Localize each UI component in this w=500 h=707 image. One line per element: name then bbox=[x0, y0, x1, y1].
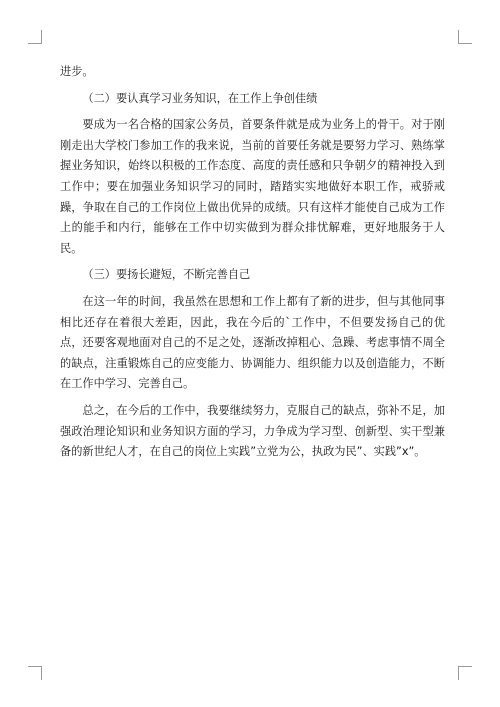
crop-mark-bottom-left bbox=[28, 666, 42, 680]
crop-mark-bottom-right bbox=[458, 666, 472, 680]
document-body bbox=[60, 62, 445, 463]
crop-mark-top-right bbox=[458, 30, 472, 44]
section-heading-3: （三）要扬长避短，不断完善自己 bbox=[82, 268, 251, 282]
paragraph-3: 在这一年的时间，我虽然在思想和工作上都有了新的进步，但与其他同事相比还存在着很大差距，因此，我在今后的`工作中，不但要发扬自己的优点，还要客观地面对自己的不足之处，逐渐改掉粗心、急躁、考虑事情不周全的缺点，注重锻炼自己的应变能力、协调能力、组织能力以及创造能力，不断在工作中学习、完善自己。 bbox=[60, 294, 445, 391]
paragraph-continuation: 进步。 bbox=[60, 65, 94, 78]
section-heading-2: （二）要认真学习业务知识，在工作上争创佳绩 bbox=[82, 91, 318, 105]
paragraph-2: 要成为一名合格的国家公务员，首要条件就是成为业务上的骨干。对于刚刚走出大学校门参加工作的我来说，当前的首要任务就是要努力学习、熟练掌握业务知识，始终以积极的工作态度、高度的责任感和只争朝夕的精神投入到工作中；要在加强业务知识学习的同时，踏踏实实地做好本职工作，戒骄戒躁，争取在自己的工作岗位上做出优异的成绩。只有这样才能使自己成为工作上的能手和内行，能够在工作中切实做到为群众排忧解难，更好地服务于人民。 bbox=[60, 118, 445, 255]
paragraph-4: 总之，在今后的工作中，我要继续努力，克服自己的缺点，弥补不足，加强政治理论知识和业务知识方面的学习，力争成为学习型、创新型、实干型兼备的新世纪人才，在自己的岗位上实践”立党为公，执政为民”、实践”x”。 bbox=[60, 403, 445, 459]
crop-mark-top-left bbox=[28, 30, 42, 44]
